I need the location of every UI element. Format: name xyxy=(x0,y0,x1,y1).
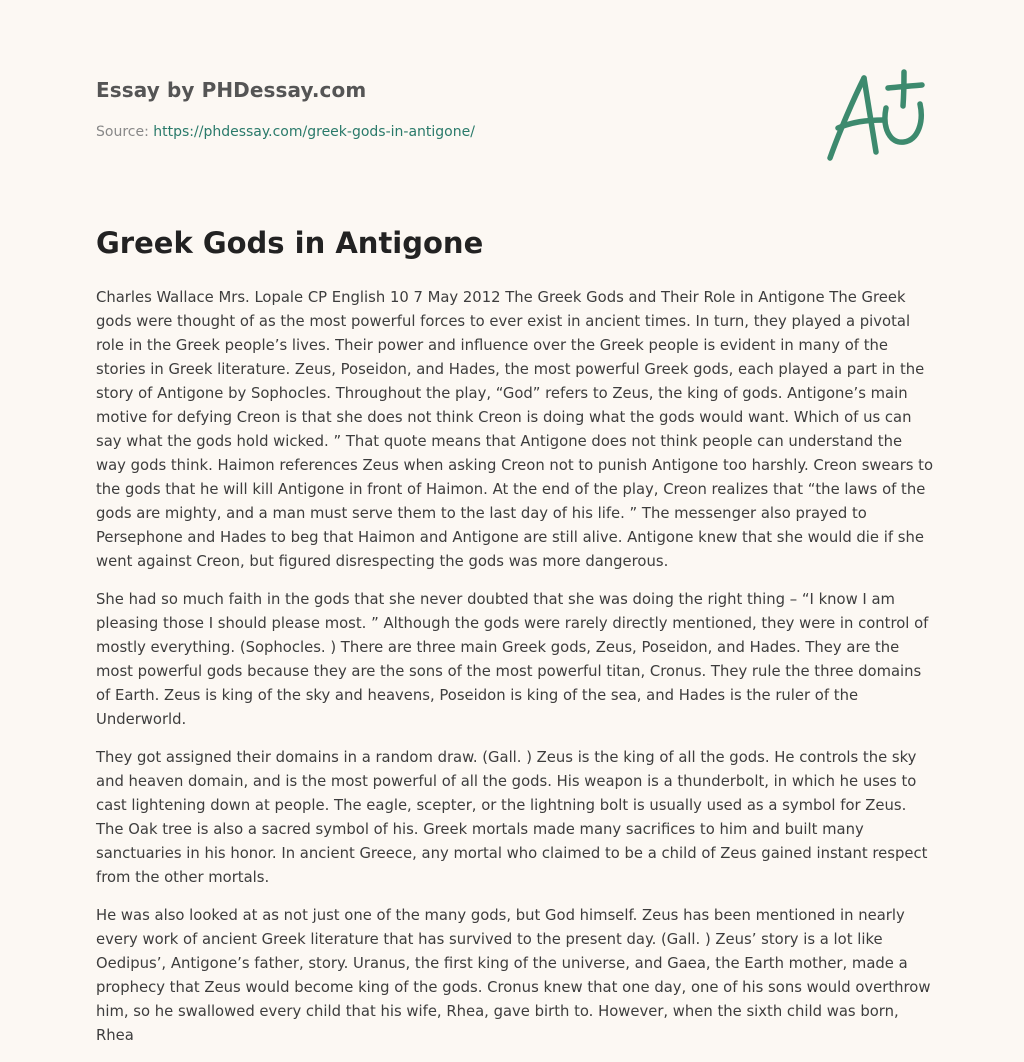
source-link[interactable]: https://phdessay.com/greek-gods-in-antigone/ xyxy=(153,124,475,140)
source-line xyxy=(96,124,475,140)
essay-body xyxy=(96,286,934,1062)
a-plus-grade-logo-icon xyxy=(824,68,928,164)
essay-paragraph: They got assigned their domains in a random draw. (Gall. ) Zeus is the king of all the gods. He controls the sky and heaven domain, and is the most powerful of all the gods. His weapon is a thunderbolt, in which he uses to cast lightening down at people. The eagle, scepter, or the lightning bolt is usually used as a symbol for Zeus. The Oak tree is also a sacred symbol of his. Greek mortals made many sacrifices to him and built many sanctuaries in his honor. In ancient Greece, any mortal who claimed to be a child of Zeus gained instant respect from the other mortals. xyxy=(96,749,928,886)
source-label: Source: xyxy=(96,124,149,140)
essay-paragraph: He was also looked at as not just one of the many gods, but God himself. Zeus has been mentioned in nearly every work of ancient Greek literature that has survived to the present day. (Gall. ) Zeus’ story is a lot like Oedipus’, Antigone’s father, story. Uranus, the first king of the universe, and Gaea, the Earth mother, made a prophecy that Zeus would become king of the gods. Cronus knew that one day, one of his sons would overthrow him, so he swallowed every child that his wife, Rhea, gave birth to. However, when the sixth child was born, Rhea xyxy=(96,907,931,1044)
site-title: Essay by PHDessay.com xyxy=(96,78,367,102)
essay-title: Greek Gods in Antigone xyxy=(96,226,484,260)
essay-paragraph: Charles Wallace Mrs. Lopale CP English 10 7 May 2012 The Greek Gods and Their Role in Antigone The Greek gods were thought of as the most powerful forces to ever exist in ancient times. In turn, they played a pivotal role in the Greek people’s lives. Their power and influence over the Greek people is evident in many of the stories in Greek literature. Zeus, Poseidon, and Hades, the most powerful Greek gods, each played a part in the story of Antigone by Sophocles. Throughout the play, “God” refers to Zeus, the king of gods. Antigone’s main motive for defying Creon is that she does not think Creon is doing what the gods would want. Which of us can say what the gods hold wicked. ” That quote means that Antigone does not think people can understand the way gods think. Haimon references Zeus when asking Creon not to punish Antigone too harshly. Creon swears to the gods that he will kill Antigone in front of Haimon. At the end of the play, Creon realizes that “the laws of the gods are mighty, and a man must serve them to the last day of his life. ” The messenger also prayed to Persephone and Hades to beg that Haimon and Antigone are still alive. Antigone knew that she would die if she went against Creon, but figured disrespecting the gods was more dangerous. xyxy=(96,289,934,570)
essay-paragraph: She had so much faith in the gods that she never doubted that she was doing the right thing – “I know I am pleasing those I should please most. ” Although the gods were rarely directly mentioned, they were in control of mostly everything. (Sophocles. ) There are three main Greek gods, Zeus, Poseidon, and Hades. They are the most powerful gods because they are the sons of the most powerful titan, Cronus. They rule the three domains of Earth. Zeus is king of the sky and heavens, Poseidon is king of the sea, and Hades is the ruler of the Underworld. xyxy=(96,591,929,728)
